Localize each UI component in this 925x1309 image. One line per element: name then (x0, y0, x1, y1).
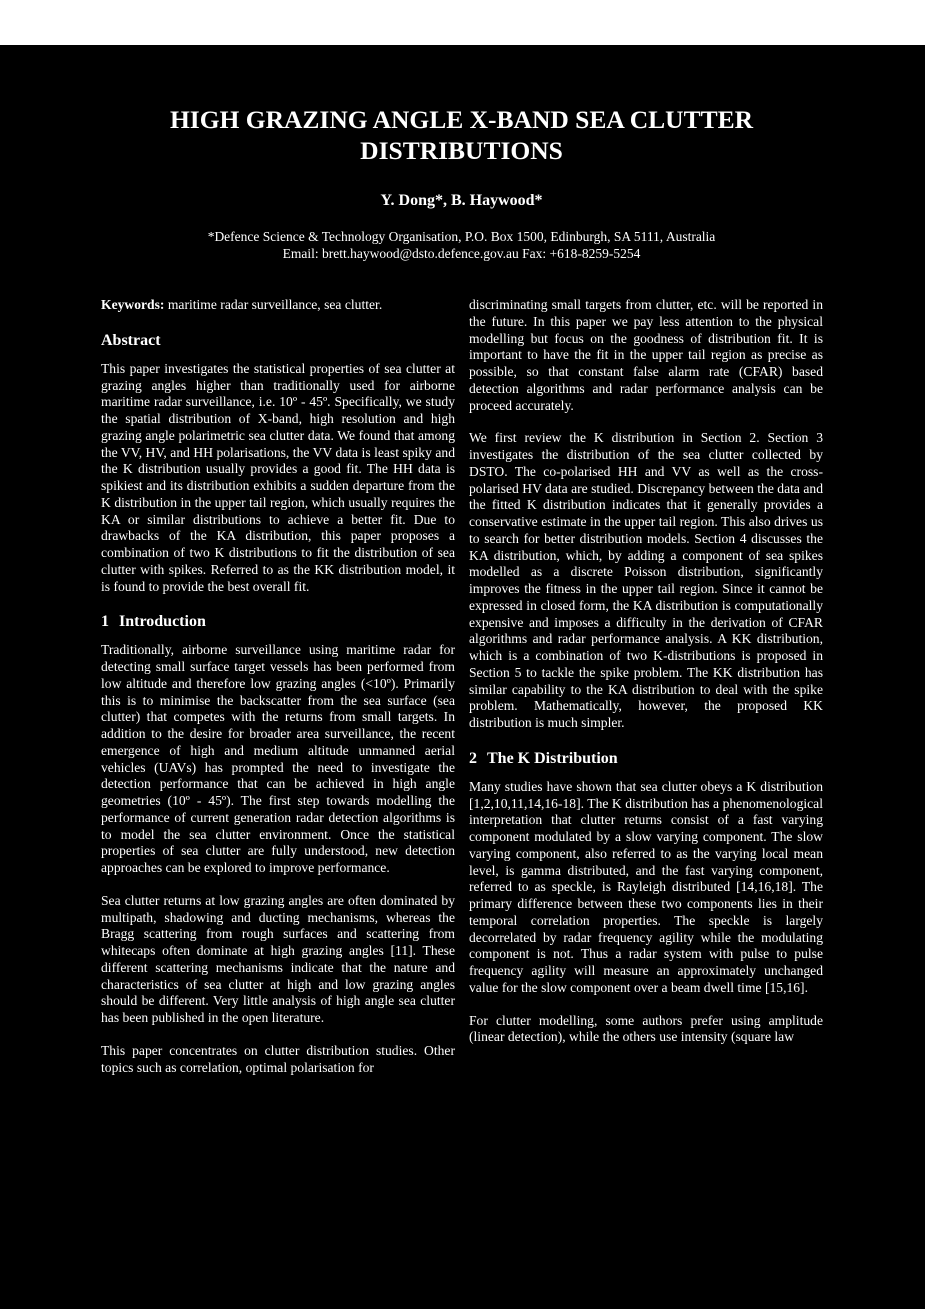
section-1-heading (101, 612, 455, 632)
contact-line: Email: brett.haywood@dsto.defence.gov.au Fax: +618-8259-5254 (282, 246, 641, 261)
paper-authors: Y. Dong*, B. Haywood* (380, 192, 543, 209)
keywords-label: Keywords: (101, 297, 165, 312)
section-2-number: 2 (469, 749, 477, 767)
kdist-paragraph-2: For clutter modelling, some authors prefer using amplitude (linear detection), while the others use intensity (square law (469, 1012, 823, 1045)
affiliation-line: *Defence Science & Technology Organisation, P.O. Box 1500, Edinburgh, SA 5111, Australia (207, 229, 716, 244)
abstract-heading: Abstract (101, 331, 161, 349)
intro-paragraph-1: Traditionally, airborne surveillance using maritime radar for detecting small surface target vessels has been performed from low altitude and therefore low grazing angles (<10º). Primarily this is to minimise the backscatter from the sea surface (sea clutter) that competes with the returns from small targets. In addition to the desire for broader area surveillance, the recent emergence of high and medium altitude unmanned aerial vehicles (UAVs) has prompted the need to investigate the detection performance that can be achieved in high angle geometries (10º - 45º). The first step towards modelling the performance of current generation radar detection algorithms is to model the sea clutter environment. Once the statistical properties of sea clutter are fully understood, new detection approaches can be explored to improve performance. (101, 642, 455, 875)
intro-paragraph-4: We first review the K distribution in Section 2. Section 3 investigates the distribution of the sea clutter collected by DSTO. The co-polarised HH and VV as well as the cross-polarised HV data are studied. Discrepancy between the data and the fitted K distribution indicates that it generally provides a conservative estimate in the upper tail region. This also drives us to search for better distribution models. Section 4 discusses the KA distribution, which, by adding a component of sea spikes modelled as a discrete Poisson distribution, significantly improves the fitness in the upper tail region. Since it cannot be expressed in closed form, the KA distribution is computationally expensive and imposes a difficulty in the derivation of CFAR algorithms and radar performance analysis. A KK distribution, which is a combination of two K-distributions is proposed in Section 5 to tackle the spike problem. The KK distribution has similar capability to the KA distribution to deal with the spike problem. Mathematically, however, the proposed KK distribution is much simpler. (469, 430, 823, 730)
keywords-text: maritime radar surveillance, sea clutter. (164, 297, 383, 312)
abstract-paragraph: This paper investigates the statistical properties of sea clutter at grazing angles higher than traditionally used for airborne maritime radar surveillance, i.e. 10º - 45º. Specifically, we study the spatial distribution of X-band, high resolution and high grazing angle polarimetric sea clutter data. We found that among the VV, HV, and HH polarisations, the VV data is least spiky and the K distribution usually provides a good fit. The HH data is spikiest and its distribution exhibits a sudden departure from the K distribution in the upper tail region, which usually requires the KA or similar distributions to achieve a better fit. Due to drawbacks of the KA distribution, this paper proposes a combination of two K distributions to fit the distribution of sea clutter with spikes. Referred to as the KK distribution model, it is found to provide the best overall fit. (101, 360, 455, 594)
keywords-line (101, 297, 455, 314)
section-2-title: The K Distribution (487, 749, 618, 767)
intro-paragraph-2: Sea clutter returns at low grazing angles are often dominated by multipath, shadowing and ducting mechanisms, whereas the Bragg scattering from rough surfaces and scattering from whitecaps often dominate at high grazing angles [11]. These different scattering mechanisms indicate that the nature and characteristics of sea clutter at high and low grazing angles should be different. Very little analysis of high angle sea clutter has been published in the open literature. (101, 892, 455, 1025)
right-column (469, 297, 823, 1046)
intro-paragraph-3: This paper concentrates on clutter distribution studies. Other topics such as correlation, optimal polarisation for (101, 1042, 455, 1075)
left-column (101, 297, 455, 1076)
kdist-paragraph-1: Many studies have shown that sea clutter obeys a K distribution [1,2,10,11,14,16-18]. The K distribution has a phenomenological interpretation that clutter returns consist of a fast varying component modulated by a slow varying component. The slow varying component, also referred to as the varying local mean level, is gamma distributed, and the fast varying component, referred to as speckle, is Rayleigh distributed [14,16,18]. The primary difference between these two components lies in their temporal correlation properties. The speckle is largely decorrelated by radar frequency agility while the modulating component is not. Thus a radar system with pulse to pulse frequency agility will measure an approximately unchanged value for the slow component over a beam dwell time [15,16]. (469, 778, 823, 995)
intro-paragraph-3-continued: discriminating small targets from clutter, etc. will be reported in the future. In this paper we pay less attention to the physical modelling but focus on the goodness of distribution fit. It is important to have the fit in the upper tail region as precise as possible, so that constant false alarm rate (CFAR) based detection algorithms and radar performance analysis can be proceed accurately. (469, 297, 823, 413)
section-1-number: 1 (101, 613, 109, 631)
section-1-title: Introduction (119, 613, 206, 631)
section-2-heading (469, 749, 823, 769)
author-affiliation-block (100, 228, 823, 262)
paper-title: HIGH GRAZING ANGLE X-BAND SEA CLUTTER DISTRIBUTIONS (169, 105, 754, 165)
top-margin-strip (0, 0, 925, 45)
